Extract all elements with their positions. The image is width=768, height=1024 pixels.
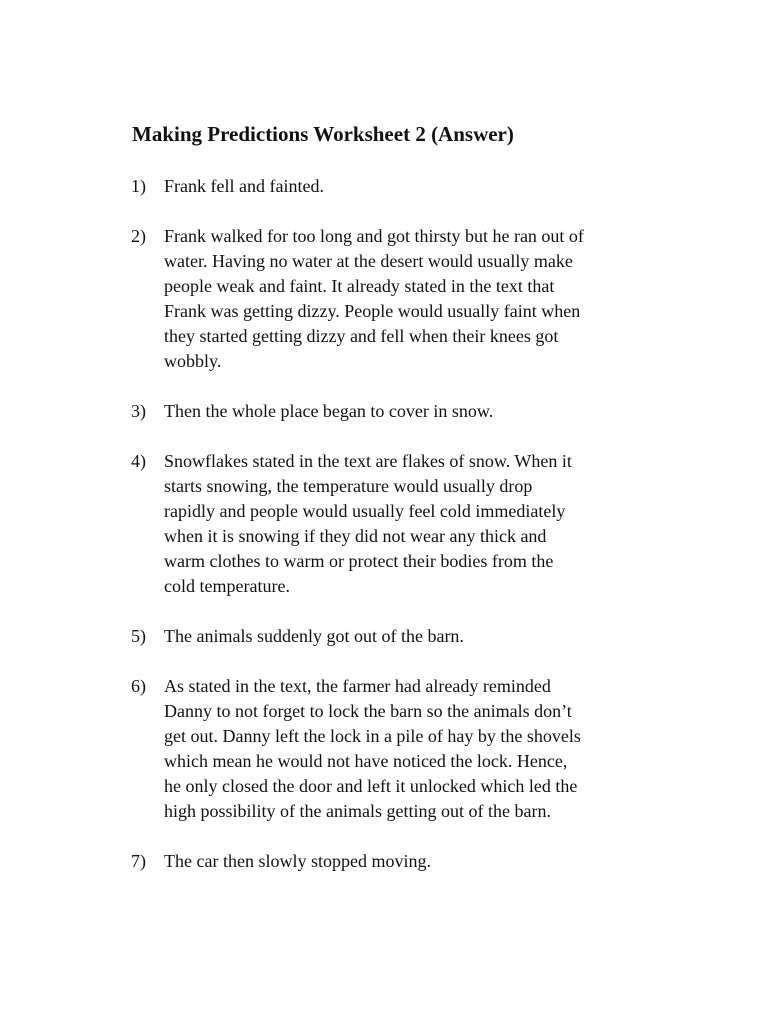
answer-text-line: they started getting dizzy and fell when their knees got [164,326,559,346]
answer-number: 2) [131,226,146,246]
answer-text-line: wobbly. [164,351,222,371]
answer-text-line: he only closed the door and left it unlocked which led the [164,776,578,796]
answer-text-line: people weak and faint. It already stated in the text that [164,276,555,296]
page-title: Making Predictions Worksheet 2 (Answer) [132,122,514,146]
answer-list [131,174,641,899]
answer-text [164,849,641,874]
answer-number: 4) [131,451,146,471]
answer-text-line: The car then slowly stopped moving. [164,851,431,871]
answer-number: 7) [131,851,146,871]
answer-item [131,399,641,424]
answer-text-line: Frank walked for too long and got thirsty but he ran out of [164,226,584,246]
answer-item [131,624,641,649]
answer-text-line: starts snowing, the temperature would usually drop [164,476,533,496]
answer-text-line: cold temperature. [164,576,290,596]
answer-text-line: rapidly and people would usually feel cold immediately [164,501,566,521]
answer-text-line: get out. Danny left the lock in a pile of hay by the shovels [164,726,581,746]
answer-item [131,674,641,824]
answer-text [164,449,641,599]
answer-item [131,174,641,199]
answer-text [164,624,641,649]
answer-text [164,224,641,374]
answer-text-line: Frank was getting dizzy. People would usually faint when [164,301,581,321]
answer-number: 1) [131,176,146,196]
answer-item [131,449,641,599]
answer-text-line: when it is snowing if they did not wear any thick and [164,526,547,546]
answer-text-line: Danny to not forget to lock the barn so the animals don’t [164,701,572,721]
answer-number: 5) [131,626,146,646]
answer-text [164,674,641,824]
answer-number: 6) [131,676,146,696]
answer-text-line: As stated in the text, the farmer had already reminded [164,676,551,696]
answer-text-line: The animals suddenly got out of the barn. [164,626,464,646]
answer-text-line: Frank fell and fainted. [164,176,324,196]
answer-text [164,174,641,199]
answer-text-line: warm clothes to warm or protect their bodies from the [164,551,554,571]
answer-text-line: water. Having no water at the desert would usually make [164,251,573,271]
answer-text-line: Then the whole place began to cover in snow. [164,401,494,421]
answer-item [131,849,641,874]
answer-text-line: which mean he would not have noticed the lock. Hence, [164,751,568,771]
answer-text-line: Snowflakes stated in the text are flakes of snow. When it [164,451,572,471]
answer-number: 3) [131,401,146,421]
answer-item [131,224,641,374]
answer-text [164,399,641,424]
answer-text-line: high possibility of the animals getting out of the barn. [164,801,551,821]
